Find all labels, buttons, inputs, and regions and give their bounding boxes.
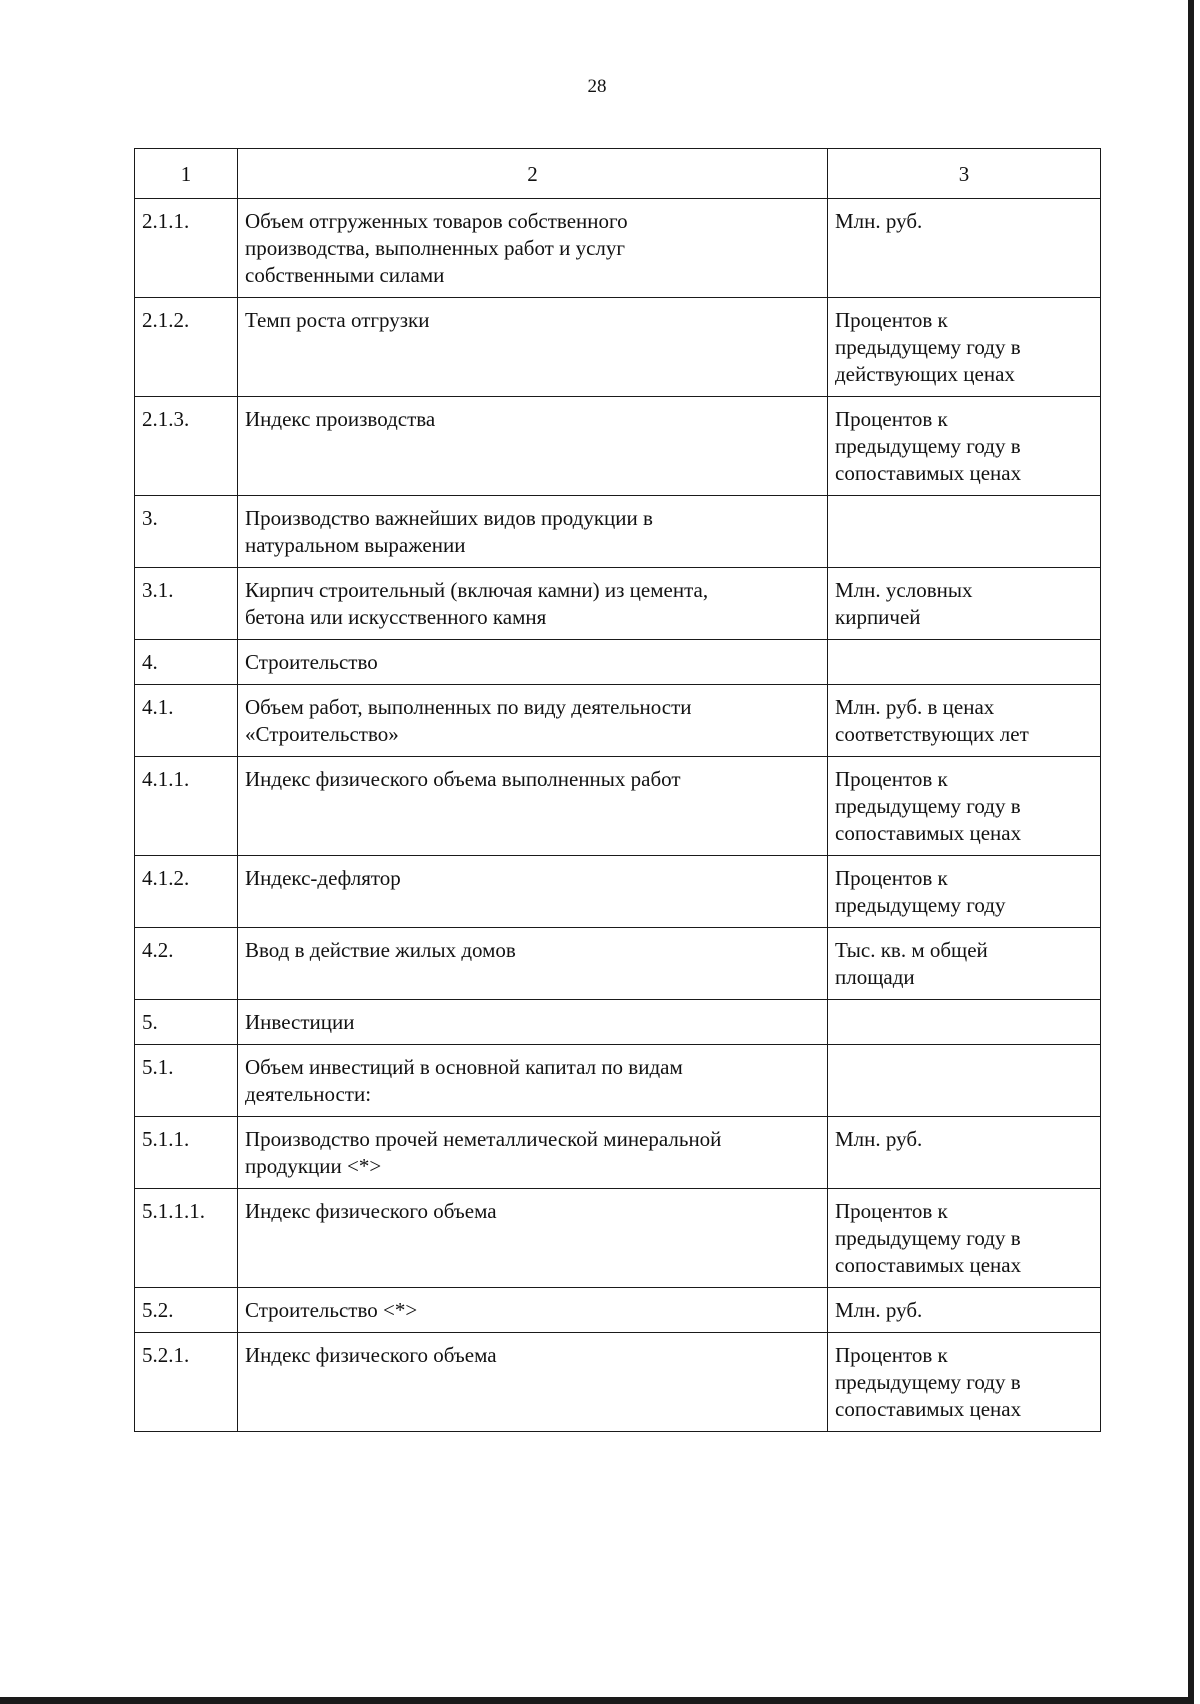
row-number-cell: 5.1.: [135, 1045, 238, 1117]
page-edge-right: [1188, 0, 1194, 1704]
table-row: [135, 1117, 1101, 1189]
row-number-cell: 4.: [135, 640, 238, 685]
indicator-name-cell: Объем отгруженных товаров собственного производства, выполненных работ и услуг собственными силами: [238, 199, 828, 298]
header-cell-name: 2: [238, 149, 828, 199]
indicator-name-cell: Производство важнейших видов продукции в натуральном выражении: [238, 496, 828, 568]
row-number-cell: 5.1.1.1.: [135, 1189, 238, 1288]
indicator-name-cell: Темп роста отгрузки: [238, 298, 828, 397]
table-header-row: [135, 149, 1101, 199]
indicator-name-cell: Объем работ, выполненных по виду деятельности «Строительство»: [238, 685, 828, 757]
row-number-cell: 2.1.1.: [135, 199, 238, 298]
unit-cell: [828, 1000, 1101, 1045]
row-number-cell: 3.: [135, 496, 238, 568]
unit-cell: Млн. руб.: [828, 1117, 1101, 1189]
row-number-cell: 2.1.3.: [135, 397, 238, 496]
unit-cell: Млн. руб.: [828, 1288, 1101, 1333]
indicator-name-cell: Индекс производства: [238, 397, 828, 496]
indicators-table: [134, 148, 1101, 1432]
table-row: [135, 496, 1101, 568]
indicator-name-cell: Ввод в действие жилых домов: [238, 928, 828, 1000]
row-number-cell: 4.2.: [135, 928, 238, 1000]
unit-cell: Тыс. кв. м общей площади: [828, 928, 1101, 1000]
table-body: [135, 149, 1101, 1432]
table-row: [135, 1000, 1101, 1045]
unit-cell: Млн. руб. в ценах соответствующих лет: [828, 685, 1101, 757]
row-number-cell: 4.1.: [135, 685, 238, 757]
row-number-cell: 5.2.1.: [135, 1333, 238, 1432]
header-cell-number: 1: [135, 149, 238, 199]
indicator-name-cell: Инвестиции: [238, 1000, 828, 1045]
table-row: [135, 568, 1101, 640]
indicator-name-cell: Индекс-дефлятор: [238, 856, 828, 928]
table-row: [135, 856, 1101, 928]
unit-cell: Млн. условных кирпичей: [828, 568, 1101, 640]
indicator-name-cell: Строительство: [238, 640, 828, 685]
unit-cell: Процентов к предыдущему году в сопоставимых ценах: [828, 397, 1101, 496]
unit-cell: [828, 640, 1101, 685]
table-row: [135, 298, 1101, 397]
row-number-cell: 5.1.1.: [135, 1117, 238, 1189]
table-row: [135, 757, 1101, 856]
indicator-name-cell: Индекс физического объема выполненных работ: [238, 757, 828, 856]
page-edge-bottom: [0, 1697, 1194, 1704]
row-number-cell: 4.1.1.: [135, 757, 238, 856]
indicator-name-cell: Строительство <*>: [238, 1288, 828, 1333]
unit-cell: Процентов к предыдущему году в действующих ценах: [828, 298, 1101, 397]
table-row: [135, 1333, 1101, 1432]
indicator-name-cell: Производство прочей неметаллической минеральной продукции <*>: [238, 1117, 828, 1189]
indicator-name-cell: Индекс физического объема: [238, 1189, 828, 1288]
unit-cell: [828, 1045, 1101, 1117]
indicator-name-cell: Кирпич строительный (включая камни) из цемента, бетона или искусственного камня: [238, 568, 828, 640]
table-row: [135, 928, 1101, 1000]
table-row: [135, 1288, 1101, 1333]
row-number-cell: 2.1.2.: [135, 298, 238, 397]
table-row: [135, 1189, 1101, 1288]
table-row: [135, 1045, 1101, 1117]
table-row: [135, 640, 1101, 685]
unit-cell: Процентов к предыдущему году: [828, 856, 1101, 928]
indicator-name-cell: Объем инвестиций в основной капитал по видам деятельности:: [238, 1045, 828, 1117]
unit-cell: Процентов к предыдущему году в сопоставимых ценах: [828, 757, 1101, 856]
unit-cell: Млн. руб.: [828, 199, 1101, 298]
row-number-cell: 3.1.: [135, 568, 238, 640]
row-number-cell: 5.: [135, 1000, 238, 1045]
indicator-name-cell: Индекс физического объема: [238, 1333, 828, 1432]
table-row: [135, 685, 1101, 757]
unit-cell: Процентов к предыдущему году в сопоставимых ценах: [828, 1189, 1101, 1288]
table-row: [135, 397, 1101, 496]
row-number-cell: 5.2.: [135, 1288, 238, 1333]
unit-cell: Процентов к предыдущему году в сопоставимых ценах: [828, 1333, 1101, 1432]
header-cell-unit: 3: [828, 149, 1101, 199]
row-number-cell: 4.1.2.: [135, 856, 238, 928]
page-number: 28: [587, 76, 607, 97]
unit-cell: [828, 496, 1101, 568]
table-row: [135, 199, 1101, 298]
